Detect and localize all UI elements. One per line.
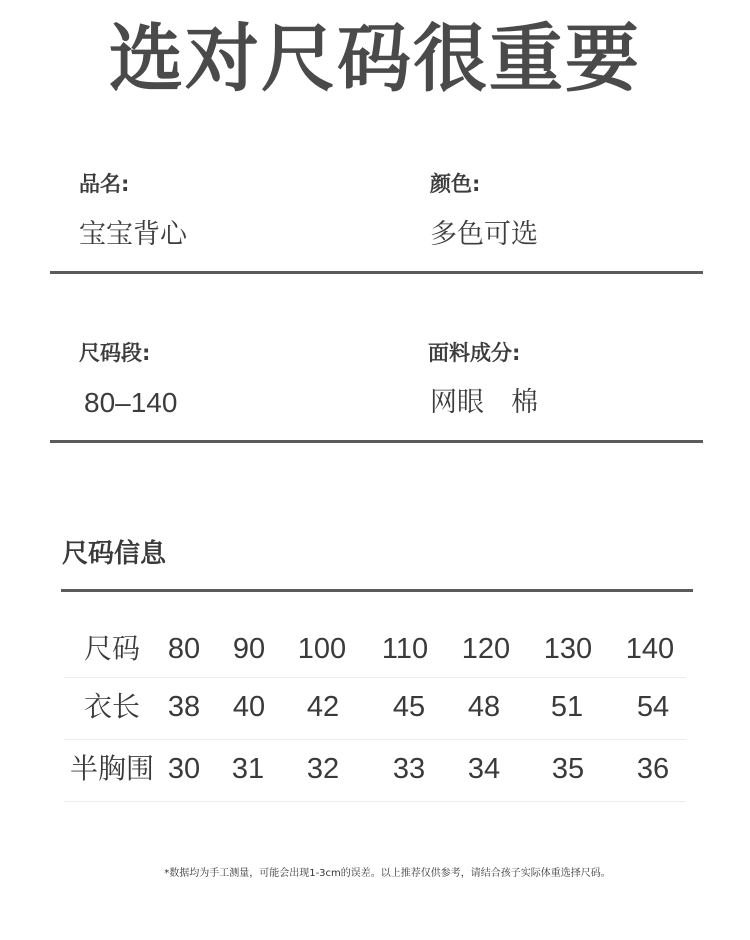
chest-cell: 32: [306, 753, 340, 785]
size-row: [64, 620, 686, 678]
color-label: 颜色:: [430, 172, 481, 196]
chest-cell: 34: [467, 753, 501, 785]
divider-line: [50, 271, 703, 274]
size-info-heading: 尺码信息: [62, 539, 167, 569]
size-cell: 100: [297, 633, 347, 665]
length-cell: 40: [232, 691, 266, 723]
size-cell: 80: [167, 633, 201, 665]
chest-cell: 30: [167, 753, 201, 785]
measurement-note: *数据均为手工测量，可能会出现1-3cm的误差。以上推荐仅供参考，请结合孩子实际体重选择尺码。: [164, 868, 611, 879]
row-label: 尺码: [83, 632, 140, 665]
page-title: 选对尺码很重要: [109, 16, 641, 102]
size-cell: 90: [232, 633, 266, 665]
row-label: 半胸围: [69, 752, 154, 785]
product-name-value: 宝宝背心: [79, 219, 187, 250]
color-value: 多色可选: [430, 219, 538, 250]
fabric-value: 网眼 棉: [430, 387, 538, 418]
length-cell: 48: [467, 691, 501, 723]
size-range-value: 80–140: [84, 387, 178, 418]
length-cell: 38: [167, 691, 201, 723]
size-cell: 130: [543, 633, 593, 665]
size-table: [64, 620, 686, 802]
chest-cell: 31: [231, 753, 265, 785]
length-cell: 54: [636, 691, 670, 723]
section-divider: [61, 589, 693, 592]
length-row: [64, 678, 686, 740]
divider-line: [50, 440, 703, 443]
fabric-label: 面料成分:: [428, 341, 521, 365]
length-cell: 45: [392, 691, 426, 723]
size-cell: 110: [381, 633, 429, 665]
chest-row: [64, 740, 686, 802]
chest-cell: 33: [392, 753, 426, 785]
size-range-label: 尺码段:: [79, 341, 151, 365]
row-label: 衣长: [83, 690, 140, 723]
product-name-label: 品名:: [79, 172, 130, 196]
size-cell: 140: [625, 633, 675, 665]
length-cell: 51: [550, 691, 584, 723]
chest-cell: 35: [551, 753, 585, 785]
length-cell: 42: [306, 691, 340, 723]
chest-cell: 36: [636, 753, 670, 785]
size-cell: 120: [461, 633, 511, 665]
